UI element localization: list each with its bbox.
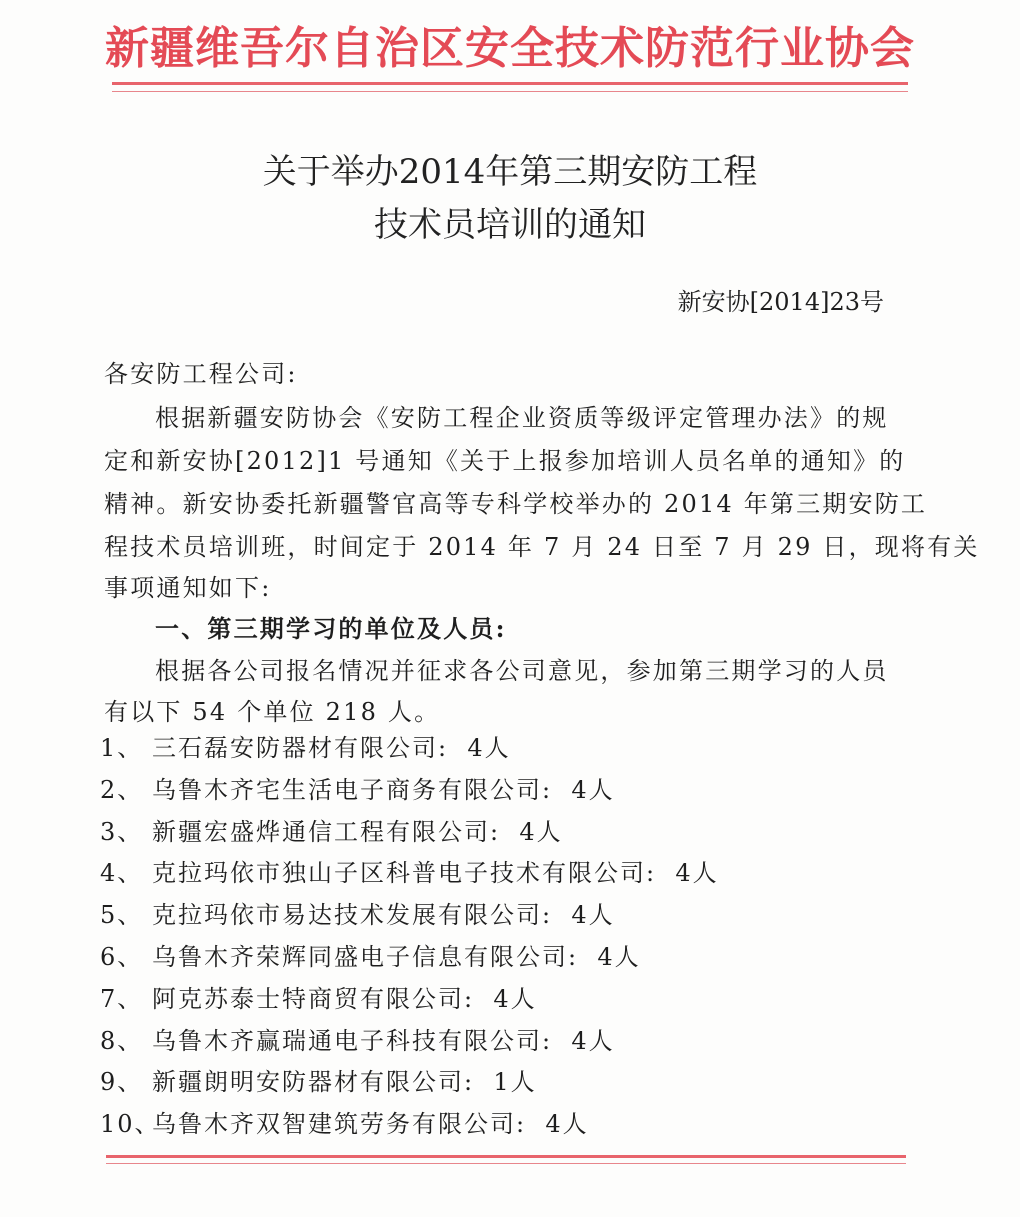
list-item-name: 三石磊安防器材有限公司: bbox=[152, 734, 449, 762]
list-item-count: 4人 bbox=[545, 1110, 589, 1139]
list-item bbox=[100, 1021, 719, 1063]
body-paragraph-1-line-5: 事项通知如下: bbox=[104, 574, 272, 602]
letterhead-rule-top bbox=[112, 82, 908, 85]
list-item-count: 4人 bbox=[493, 984, 537, 1013]
list-item-name: 乌鲁木齐宅生活电子商务有限公司: bbox=[152, 775, 553, 804]
list-item-name: 克拉玛依市易达技术发展有限公司: bbox=[152, 901, 553, 930]
body-paragraph-1-line-4: 程技术员培训班，时间定于 2014 年 7 月 24 日至 7 月 29 日，现将有关 bbox=[104, 533, 980, 561]
list-item bbox=[100, 937, 719, 979]
list-item-number: 4、 bbox=[100, 859, 144, 888]
list-item bbox=[100, 770, 719, 812]
list-item bbox=[100, 895, 719, 937]
list-item-number: 10、 bbox=[100, 1110, 161, 1139]
list-item-name: 乌鲁木齐双智建筑劳务有限公司: bbox=[152, 1110, 527, 1139]
list-item-number: 7、 bbox=[100, 984, 144, 1013]
unit-list bbox=[100, 728, 719, 1146]
list-item bbox=[100, 979, 719, 1021]
letterhead-title: 新疆维吾尔自治区安全技术防范行业协会 bbox=[105, 23, 915, 74]
letterhead-rule-bottom bbox=[112, 91, 908, 92]
body-paragraph-1-line-2: 定和新安协[2012]1 号通知《关于上报参加培训人员名单的通知》的 bbox=[104, 447, 906, 475]
body-paragraph-2-line-1: 根据各公司报名情况并征求各公司意见，参加第三期学习的人员 bbox=[155, 657, 889, 685]
body-paragraph-1-line-3: 精神。新安协委托新疆警官高等专科学校举办的 2014 年第三期安防工 bbox=[104, 490, 928, 518]
list-item bbox=[100, 1062, 719, 1104]
list-item-count: 4人 bbox=[467, 734, 511, 762]
list-item bbox=[100, 1104, 719, 1146]
list-item bbox=[100, 728, 719, 770]
footer-rule-bottom bbox=[106, 1163, 906, 1164]
section-heading-1: 一、第三期学习的单位及人员: bbox=[155, 614, 507, 643]
list-item-number: 8、 bbox=[100, 1026, 144, 1055]
list-item bbox=[100, 812, 719, 854]
list-item-count: 4人 bbox=[571, 775, 615, 804]
body-paragraph-2-line-2: 有以下 54 个单位 218 人。 bbox=[104, 698, 441, 726]
list-item-number: 5、 bbox=[100, 901, 144, 930]
list-item-name: 阿克苏泰士特商贸有限公司: bbox=[152, 984, 475, 1013]
list-item-name: 新疆宏盛烨通信工程有限公司: bbox=[152, 817, 501, 846]
list-item-number: 2、 bbox=[100, 775, 144, 804]
list-item-number: 9、 bbox=[100, 1068, 144, 1097]
list-item-count: 4人 bbox=[571, 901, 615, 930]
list-item bbox=[100, 853, 719, 895]
list-item-count: 4人 bbox=[675, 859, 719, 888]
list-item-count: 4人 bbox=[519, 817, 563, 846]
list-item-number: 1、 bbox=[100, 734, 144, 762]
list-item-name: 乌鲁木齐荣辉同盛电子信息有限公司: bbox=[152, 942, 579, 971]
list-item-number: 3、 bbox=[100, 817, 144, 846]
list-item-name: 克拉玛依市独山子区科普电子技术有限公司: bbox=[152, 859, 657, 888]
notice-title-line1: 关于举办2014年第三期安防工程 bbox=[262, 152, 758, 192]
list-item-count: 4人 bbox=[571, 1026, 615, 1055]
footer-rule-top bbox=[106, 1155, 906, 1158]
list-item-number: 6、 bbox=[100, 942, 144, 971]
list-item-name: 乌鲁木齐赢瑞通电子科技有限公司: bbox=[152, 1026, 553, 1055]
list-item-name: 新疆朗明安防器材有限公司: bbox=[152, 1068, 475, 1097]
list-item-count: 1人 bbox=[493, 1068, 537, 1097]
body-paragraph-1-line-1: 根据新疆安防协会《安防工程企业资质等级评定管理办法》的规 bbox=[155, 404, 889, 432]
list-item-count: 4人 bbox=[597, 942, 641, 971]
document-number: 新安协[2014]23号 bbox=[677, 288, 884, 316]
notice-title-line2: 技术员培训的通知 bbox=[374, 205, 646, 245]
salutation: 各安防工程公司: bbox=[104, 360, 298, 388]
